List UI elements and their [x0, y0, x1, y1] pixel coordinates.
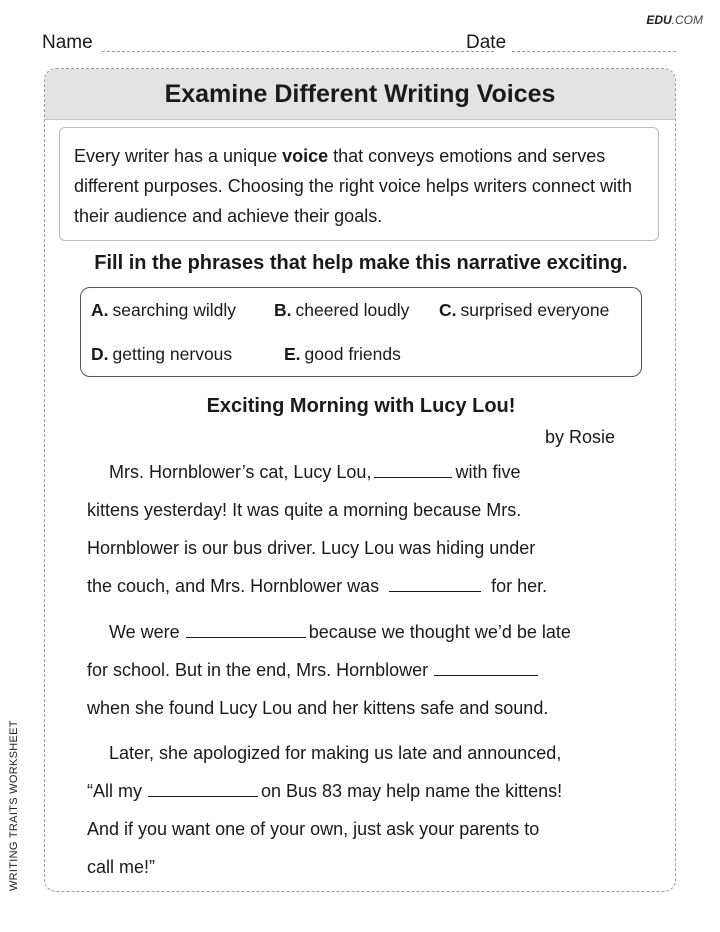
answer-blank[interactable] [389, 573, 481, 592]
story-text: Later, she apologized for making us late and announced, [109, 743, 562, 763]
answer-blank[interactable] [434, 657, 538, 676]
intro-text-bold: voice [282, 146, 329, 166]
word-bank-item [284, 344, 401, 365]
story-text: Mrs. Hornblower’s cat, Lucy Lou, [109, 462, 372, 482]
brand-bold: EDU [646, 13, 672, 27]
name-date-row [42, 32, 676, 54]
word-bank-text: surprised everyone [460, 300, 610, 320]
story-paragraph-1 [87, 453, 647, 605]
word-bank-item [439, 300, 609, 321]
date-line[interactable] [512, 51, 676, 52]
story-line [87, 567, 647, 605]
story-line: kittens yesterday! It was quite a morning because Mrs. [87, 500, 522, 520]
intro-text-before: Every writer has a unique [74, 146, 283, 166]
answer-blank[interactable] [374, 459, 452, 478]
worksheet-card [44, 68, 676, 892]
word-bank-item [274, 300, 409, 321]
story-line: when she found Lucy Lou and her kittens safe and sound. [87, 698, 549, 718]
story-paragraph-3 [87, 734, 647, 886]
word-bank-text: searching wildly [112, 300, 237, 320]
story-author: by Rosie [544, 427, 615, 447]
word-bank-letter: D. [91, 344, 109, 364]
story-line [87, 651, 647, 689]
intro-text-after: that conveys emotions and serves different purposes. Choosing the right voice helps writers connect with their audience and achieve their goals. [74, 146, 632, 226]
date-label: Date [466, 32, 507, 53]
brand-logo [646, 13, 703, 27]
name-label: Name [42, 32, 93, 53]
word-bank-letter: C. [439, 300, 457, 320]
story-text: for her. [491, 576, 548, 596]
story-text: with five [455, 462, 521, 482]
answer-blank[interactable] [148, 778, 258, 797]
word-bank-text: getting nervous [112, 344, 233, 364]
word-bank-text: cheered loudly [295, 300, 410, 320]
word-bank-item [91, 300, 236, 321]
story-line: call me!” [87, 857, 156, 877]
story-line [87, 613, 647, 651]
story-text: on Bus 83 may help name the kittens! [261, 781, 563, 801]
story-paragraph-2 [87, 613, 647, 727]
word-bank-letter: E. [284, 344, 301, 364]
story-line [87, 772, 647, 810]
name-line[interactable] [102, 51, 494, 52]
story-line: Hornblower is our bus driver. Lucy Lou was hiding under [87, 538, 536, 558]
story-line [87, 453, 647, 491]
word-bank [80, 287, 642, 377]
brand-rest: .COM [671, 13, 703, 27]
word-bank-letter: A. [91, 300, 109, 320]
intro-box [59, 127, 659, 241]
word-bank-letter: B. [274, 300, 292, 320]
story-line: And if you want one of your own, just ask your parents to [87, 819, 540, 839]
side-label: WRITING TRAITS WORKSHEET [8, 720, 20, 891]
story-text: for school. But in the end, Mrs. Hornblower [87, 660, 429, 680]
instruction-prompt: Fill in the phrases that help make this narrative exciting. [94, 252, 628, 274]
answer-blank[interactable] [186, 619, 306, 638]
story-text: because we thought we’d be late [308, 622, 571, 642]
story-text: the couch, and Mrs. Hornblower was [87, 576, 380, 596]
word-bank-item [91, 344, 232, 365]
story-text: “All my [87, 781, 142, 801]
story-title: Exciting Morning with Lucy Lou! [206, 395, 516, 417]
story-text: We were [109, 622, 180, 642]
worksheet-title: Examine Different Writing Voices [45, 69, 675, 120]
story-line [87, 734, 647, 772]
word-bank-text: good friends [304, 344, 401, 364]
